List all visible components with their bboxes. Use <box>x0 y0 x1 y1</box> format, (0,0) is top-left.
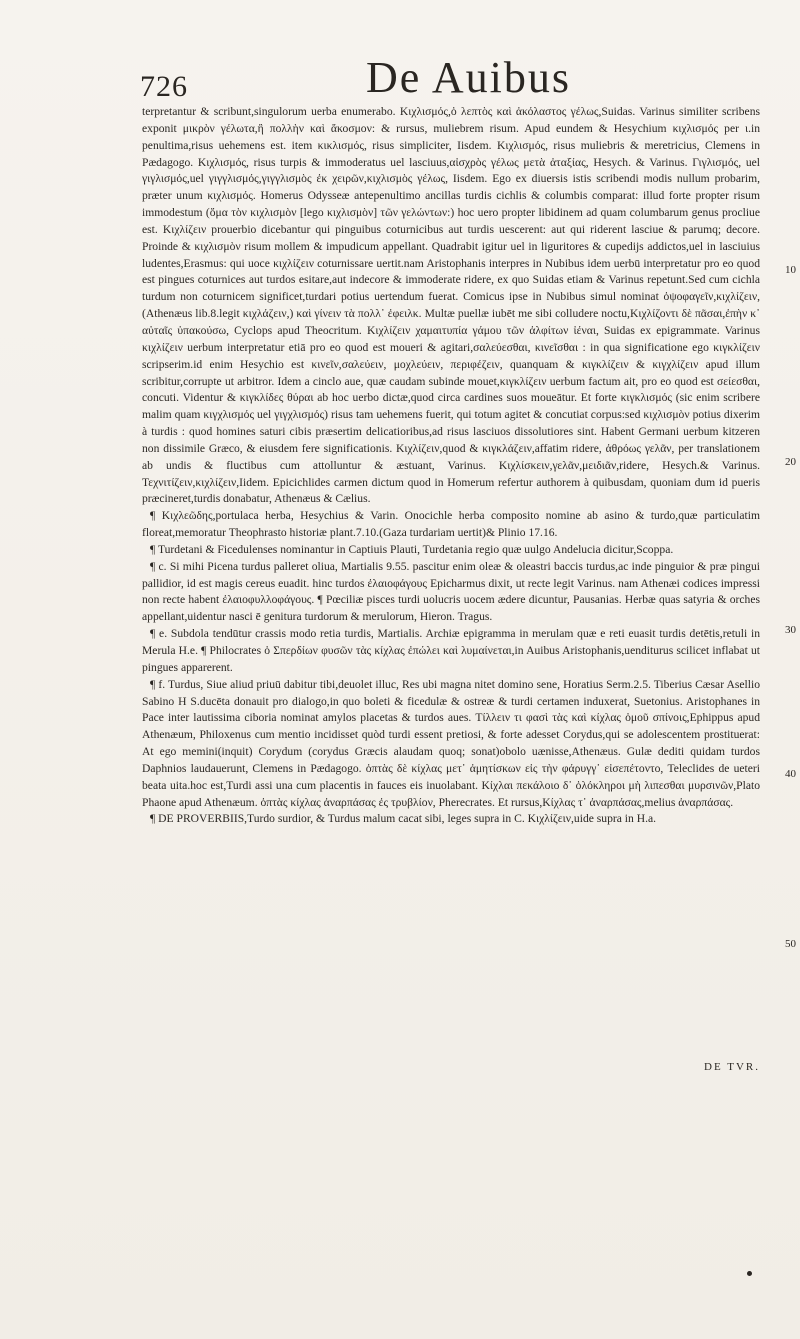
paragraph-portulaca: ¶ Κιχλεῶδης,portulaca herba, Hesychius & Varin. Onocichle herba composito nomine ab asino & turdo,quæ particulatim floreat,memoratur Theophrasto historiæ plant.7.10.(Gaza turdariam uertit)& Plinio 17.16. <box>142 509 760 540</box>
margin-line-number: 20 <box>785 456 796 468</box>
paragraph-cichlismos: terpretantur & scribunt,singulorum uerba enumerabo. Κιχλισμός,ὁ λεπτὸς καὶ ἀκόλαστος γέλως,Suidas. Varinus similiter scribens exponit μικρὸν γέλωτα,ἢ πολλὴν καὶ ἄκοσμον: & rursus, muliebrem risum. Apud eundem & Hesychium κιχλισμός per ι.in penultima,risus uehemens est. item κικλισμός, risus simpliciter, Iisdem. Κιχλισμός, risus muliebris & meretricius, Clemens in Pædagogo. Κιχλισμός, risus turpis & immoderatus uel lasciuus,αἰσχρὸς γέλως μετὰ ἀταξίας, Hesych. & Varinus. Γιγλισμός, uel γιγλισμός,uel γιγγλισμός,γιγγλισμὸς ἐκ χειρῶν,κιχλισμὸς γέλως, Iisdem. Ego ex diuersis istis scribendi modis nullum probarim, præter unum κιχλισμός. Homerus Odysseæ antepenultimo ancillas turdis cichlis & columbis comparat: illud forte propter risum immodestum (ὅμα τὸν κιχλισμὸν [lego κιχλισμὸν] τῶν γελώντων:) hoc uero propter libidinem ad quam columbarum genus procliue est. Κιχλίζειν prouerbio dicebantur qui pinguibus coturnicibus aut turdis uescerent: aut qui riderent lasciue & parumq; decore. Proinde & κιχλισμὸν risum mollem & impudicum appellant. Quadrabit igitur uel in liguritores & cupedijs addictos,uel in lasciuius ludentes,Erasmus: qui uoce κιχλίζειν coturnissare uertit.nam Aristophanis interpres in Nubibus idem uerbū interpretatur pro eo quod est pingues coturnices aut turdos esitare,aut indecore & immoderate ridere, ex quo Suidas etiam & Varinus repetunt.Sed cum cichla turdum non coturnicem significet,turdari potius uertendum fuerat. Comicus ipse in Nubibus simul nominat ὀψοφαγεῖν,κιχλίζειν,(Athenæus lib.8.legit κιχλάζειν,) καὶ γίνειν τὰ πολλ᾽ ἐφειλκ. Multæ puellæ iubēt me sibi colludere noctu,Κιχλίζοντι δὲ πᾶσαι,ἐπὴν κ᾽ αὐταῖς ὑπακούσω, Cyclops apud Theocritum. Κιχλίζειν χαμαιτυπία γάμου τῶν ἀλφίτων ἰέναι, Suidas ex epigrammate. Varinus κιχλίζειν uerbum interpretatur etiā pro eo quod est moueri & agitari,σαλεύεσθαι, κινεῖσθαι : in qua significatione ego κιγκλίζειν scripserim.id enim Hesychio est κινεῖν,σαλεύειν, μοχλεύειν, περιφέζειν, quanquam & κιγκλίζειν & κιγχλίζειν apud illum scribitur,corrupte ut arbitror. Idem a cinclo aue, quæ caudam subinde mouet,κιγκλίζειν uerbum factum ait, pro eo quod est σείεσθαι, concuti. Videntur & κιγκλίδες θύραι ab hoc uerbo dictæ,quod circa cardines suos moueātur. Et forte κιγκλισμός (sic enim scribere malim quam κιγχλισμός uel γιγχλισμός) risus tam uehemens fuerit, qui totum agitet & concutiat corpus:sed κιχλισμὸν potius dixerim à turdis : quod homines saturi cibis præsertim delicatioribus,ad risus lasciuos dissolutiores sint. Habent Germani uerbum kitzeren non dissimile Græco, & eiusdem fere significationis. Κιχλίζειν,quod & κιγκλάζειν,affatim ridere, ἀθρόως γελᾶν, per translationem ab undis & fluctibus cum attolluntur & æstuant, Varinus. Κιχλίσκειν,γελᾶν,μειδιᾶν,ridere, Hesych.& Varinus. Τεχνιτίζειν,κιχλίζειν,Iidem. Epicichlides carmen dictum quod in Homerum refertur authorem à quibusdam, quoniam dum id pueris præcineret,turdis donabatur, Athenæus & Cælius. <box>142 105 760 506</box>
margin-line-number: 30 <box>785 624 796 636</box>
page-number: 726 <box>140 70 188 103</box>
ink-dot <box>747 1271 752 1276</box>
paragraph-section-c: ¶ c. Si mihi Picena turdus palleret oliua, Martialis 9.55. pascitur enim oleæ & oleastri baccis turdus,ac inde pinguior & præ pingui pallidior, id est magis cereus euadit. hinc turdos ἐλαιοφάγους Epicharmus dixit, ut recte legit Varinus. nam Athenæi codices impressi non recte habent ἐλαιοφυλλοφάγους. ¶ Pœciliæ pisces turdi uolucris uocem ædere dicuntur, Pausanias. Herbæ quas satyria & orches appellant,uidentur nasci ē genitura turdorum & merulorum, Hieron. Tragus. <box>142 559 760 624</box>
margin-line-number: 50 <box>785 938 796 950</box>
margin-line-number: 40 <box>785 768 796 780</box>
paragraph-section-e: ¶ e. Subdola tendūtur crassis modo retia turdis, Martialis. Archiæ epigramma in merulam quæ e reti euasit turdis detētis,retuli in Merula H.e. ¶ Philocrates ὁ Σπερδίων φυσῶν τὰς κίχλας ἐπώλει καὶ λυμαίνεται,in Auibus Aristophanis,uenditurus scilicet inflabat ut pingues apparerent. <box>142 627 760 674</box>
catchword: DE TVR. <box>704 1061 760 1073</box>
paragraph-turdetani: ¶ Turdetani & Ficedulenses nominantur in Captiuis Plauti, Turdetania regio quæ uulgo Andelucia dicitur,Scoppa. <box>150 542 674 556</box>
paragraph-proverbs: ¶ DE PROVERBIIS,Turdo surdior, & Turdus malum cacat sibi, leges supra in C. Κιχλίζειν,uide supra in H.a. <box>150 812 657 826</box>
page-header <box>140 52 760 104</box>
margin-line-number: 10 <box>785 264 796 276</box>
paragraph-section-f: ¶ f. Turdus, Siue aliud priuū dabitur tibi,deuolet illuc, Res ubi magna nitet domino sene, Horatius Serm.2.5. Tiberius Cæsar Asellio Sabino H S.ducēta donauit pro dialogo,in quo boleti & ficedulæ & ostreæ & turdi certamen induxerat, Suetonius. Aristophanes in Pace inter lautissima ciboria nominat amylos placetas & turdos aues. Τίλλειν τι φασὶ τὰς καὶ κίχλας ὁμοῦ σπίνοις,Ephippus apud Athenæum, Philoxenus cum mentio incidisset quòd turdi essent pretiosi, & forte adesset Corydus,qui se adolescentem prostituerat: At ego memini(inquit) Corydum (corydus Græcis alaudam quoq; sonat)obolo uænisse,Athenæus. Gulæ dediti quidam turdos Daphnios laudauerunt, Clemens in Pædagogo. ὀπτὰς δὲ κίχλας μετ᾽ ἀμητίσκων εἰς τὴν φάρυγγ᾽ εἰσεπέτοντο, Teleclides de ueteri beata uita.hoc est,Turdi assi una cum placentis in fauces eis inuolabant. Κίχλαι πεκάλοιο δ᾽ ὁλόκληροι μὴ λιπεσθαι μυρσινῶν,Plato Phaone apud Athenæum. ὀπτὰς κίχλας ἀναρπάσας ἐς τρυβλίον, Pherecrates. Et rursus,Κίχλας τ᾽ ἀναρπάσας,melius ἀναρπάσας. <box>142 677 760 809</box>
main-text <box>142 104 760 828</box>
running-title: De Auibus <box>366 53 571 102</box>
